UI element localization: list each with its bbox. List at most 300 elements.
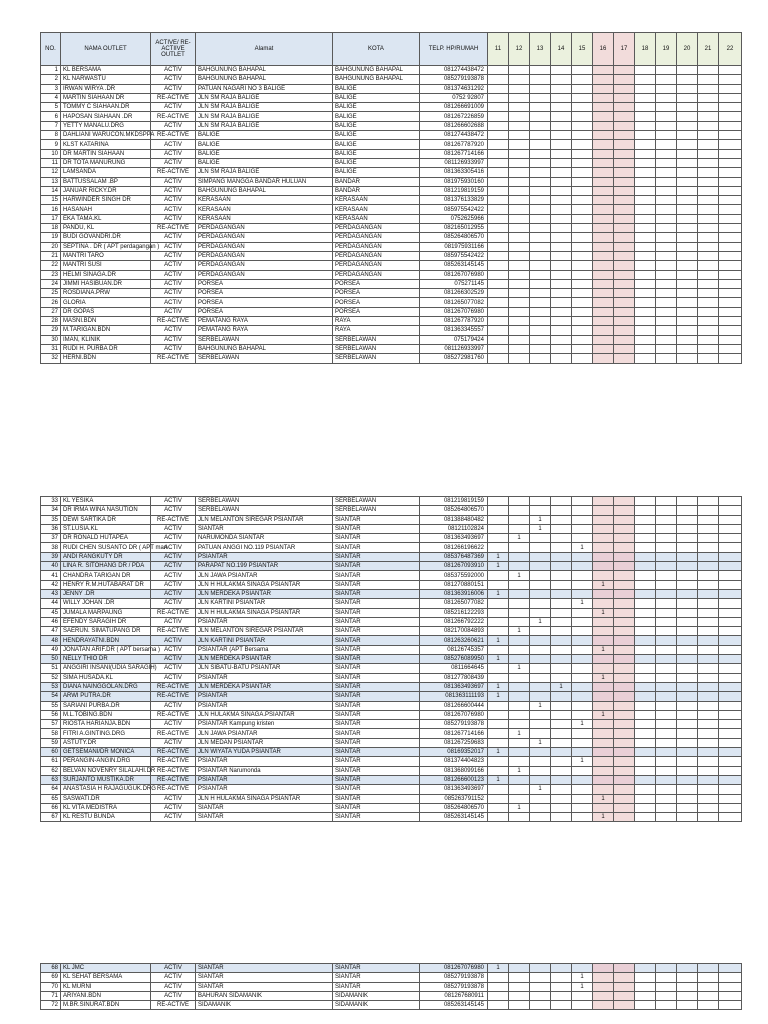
visit-cell-day-17[interactable] (614, 748, 635, 757)
visit-cell-day-16[interactable] (593, 121, 614, 130)
visit-cell-day-22[interactable] (719, 270, 742, 279)
visit-cell-day-15[interactable] (572, 168, 593, 177)
visit-cell-day-21[interactable] (698, 1001, 719, 1010)
visit-cell-day-20[interactable] (677, 748, 698, 757)
visit-cell-day-21[interactable] (698, 298, 719, 307)
visit-cell-day-20[interactable] (677, 335, 698, 344)
visit-cell-day-17[interactable] (614, 701, 635, 710)
visit-cell-day-17[interactable] (614, 599, 635, 608)
visit-cell-day-15[interactable] (572, 645, 593, 654)
visit-cell-day-13[interactable]: 1 (530, 617, 551, 626)
visit-cell-day-13[interactable] (530, 682, 551, 691)
visit-cell-day-17[interactable] (614, 515, 635, 524)
visit-cell-day-16[interactable]: 1 (593, 608, 614, 617)
visit-cell-day-19[interactable] (656, 75, 677, 84)
visit-cell-day-14[interactable] (551, 701, 572, 710)
visit-cell-day-13[interactable] (530, 66, 551, 75)
visit-cell-day-20[interactable] (677, 515, 698, 524)
visit-cell-day-19[interactable] (656, 251, 677, 260)
visit-cell-day-11[interactable] (488, 317, 509, 326)
visit-cell-day-21[interactable] (698, 261, 719, 270)
visit-cell-day-18[interactable] (635, 982, 656, 991)
visit-cell-day-16[interactable] (593, 326, 614, 335)
visit-cell-day-21[interactable] (698, 75, 719, 84)
visit-cell-day-12[interactable] (509, 617, 530, 626)
visit-cell-day-18[interactable] (635, 580, 656, 589)
visit-cell-day-18[interactable] (635, 964, 656, 973)
visit-cell-day-20[interactable] (677, 982, 698, 991)
visit-cell-day-20[interactable] (677, 720, 698, 729)
visit-cell-day-15[interactable] (572, 785, 593, 794)
visit-cell-day-19[interactable] (656, 242, 677, 251)
visit-cell-day-17[interactable] (614, 497, 635, 506)
visit-cell-day-11[interactable] (488, 543, 509, 552)
visit-cell-day-20[interactable] (677, 307, 698, 316)
visit-cell-day-18[interactable] (635, 813, 656, 822)
visit-cell-day-12[interactable] (509, 66, 530, 75)
visit-cell-day-15[interactable] (572, 66, 593, 75)
visit-cell-day-18[interactable] (635, 785, 656, 794)
visit-cell-day-20[interactable] (677, 757, 698, 766)
visit-cell-day-18[interactable] (635, 506, 656, 515)
visit-cell-day-14[interactable] (551, 196, 572, 205)
visit-cell-day-11[interactable] (488, 158, 509, 167)
visit-cell-day-18[interactable] (635, 298, 656, 307)
visit-cell-day-15[interactable] (572, 103, 593, 112)
visit-cell-day-13[interactable] (530, 964, 551, 973)
visit-cell-day-22[interactable] (719, 103, 742, 112)
visit-cell-day-17[interactable] (614, 196, 635, 205)
visit-cell-day-15[interactable] (572, 571, 593, 580)
visit-cell-day-21[interactable] (698, 534, 719, 543)
visit-cell-day-19[interactable] (656, 571, 677, 580)
visit-cell-day-20[interactable] (677, 701, 698, 710)
visit-cell-day-17[interactable] (614, 131, 635, 140)
visit-cell-day-14[interactable] (551, 775, 572, 784)
visit-cell-day-22[interactable] (719, 738, 742, 747)
visit-cell-day-18[interactable] (635, 794, 656, 803)
visit-cell-day-20[interactable] (677, 354, 698, 363)
visit-cell-day-13[interactable] (530, 982, 551, 991)
visit-cell-day-22[interactable] (719, 515, 742, 524)
visit-cell-day-16[interactable] (593, 515, 614, 524)
visit-cell-day-14[interactable] (551, 131, 572, 140)
visit-cell-day-22[interactable] (719, 580, 742, 589)
visit-cell-day-11[interactable] (488, 270, 509, 279)
visit-cell-day-17[interactable] (614, 803, 635, 812)
visit-cell-day-17[interactable] (614, 140, 635, 149)
visit-cell-day-19[interactable] (656, 794, 677, 803)
visit-cell-day-18[interactable] (635, 524, 656, 533)
visit-cell-day-11[interactable] (488, 66, 509, 75)
visit-cell-day-17[interactable] (614, 112, 635, 121)
visit-cell-day-16[interactable] (593, 354, 614, 363)
visit-cell-day-16[interactable] (593, 75, 614, 84)
visit-cell-day-21[interactable] (698, 738, 719, 747)
visit-cell-day-13[interactable] (530, 112, 551, 121)
visit-cell-day-16[interactable] (593, 599, 614, 608)
visit-cell-day-15[interactable] (572, 991, 593, 1000)
visit-cell-day-11[interactable] (488, 196, 509, 205)
visit-cell-day-15[interactable] (572, 279, 593, 288)
visit-cell-day-22[interactable] (719, 524, 742, 533)
visit-cell-day-14[interactable] (551, 738, 572, 747)
visit-cell-day-21[interactable] (698, 131, 719, 140)
visit-cell-day-13[interactable] (530, 534, 551, 543)
visit-cell-day-21[interactable] (698, 599, 719, 608)
visit-cell-day-13[interactable] (530, 75, 551, 84)
visit-cell-day-15[interactable] (572, 729, 593, 738)
visit-cell-day-14[interactable] (551, 1001, 572, 1010)
visit-cell-day-21[interactable] (698, 692, 719, 701)
visit-cell-day-22[interactable] (719, 991, 742, 1000)
visit-cell-day-20[interactable] (677, 534, 698, 543)
visit-cell-day-20[interactable] (677, 673, 698, 682)
visit-cell-day-18[interactable] (635, 617, 656, 626)
visit-cell-day-14[interactable] (551, 344, 572, 353)
visit-cell-day-21[interactable] (698, 710, 719, 719)
visit-cell-day-20[interactable] (677, 270, 698, 279)
visit-cell-day-22[interactable] (719, 627, 742, 636)
visit-cell-day-19[interactable] (656, 720, 677, 729)
visit-cell-day-15[interactable] (572, 506, 593, 515)
visit-cell-day-14[interactable] (551, 813, 572, 822)
visit-cell-day-20[interactable] (677, 158, 698, 167)
visit-cell-day-15[interactable] (572, 131, 593, 140)
visit-cell-day-13[interactable] (530, 991, 551, 1000)
visit-cell-day-17[interactable] (614, 738, 635, 747)
visit-cell-day-21[interactable] (698, 571, 719, 580)
visit-cell-day-13[interactable] (530, 813, 551, 822)
visit-cell-day-18[interactable] (635, 534, 656, 543)
visit-cell-day-17[interactable] (614, 655, 635, 664)
visit-cell-day-14[interactable] (551, 599, 572, 608)
visit-cell-day-17[interactable] (614, 524, 635, 533)
visit-cell-day-11[interactable] (488, 506, 509, 515)
visit-cell-day-16[interactable] (593, 738, 614, 747)
visit-cell-day-11[interactable] (488, 289, 509, 298)
visit-cell-day-18[interactable] (635, 214, 656, 223)
visit-cell-day-18[interactable] (635, 186, 656, 195)
visit-cell-day-18[interactable] (635, 710, 656, 719)
visit-cell-day-15[interactable] (572, 562, 593, 571)
visit-cell-day-21[interactable] (698, 140, 719, 149)
visit-cell-day-19[interactable] (656, 112, 677, 121)
visit-cell-day-18[interactable] (635, 757, 656, 766)
visit-cell-day-22[interactable] (719, 205, 742, 214)
visit-cell-day-22[interactable] (719, 121, 742, 130)
visit-cell-day-18[interactable] (635, 224, 656, 233)
visit-cell-day-13[interactable] (530, 140, 551, 149)
visit-cell-day-13[interactable] (530, 233, 551, 242)
visit-cell-day-16[interactable] (593, 233, 614, 242)
visit-cell-day-22[interactable] (719, 803, 742, 812)
visit-cell-day-17[interactable] (614, 785, 635, 794)
visit-cell-day-15[interactable] (572, 224, 593, 233)
visit-cell-day-13[interactable] (530, 720, 551, 729)
visit-cell-day-11[interactable] (488, 720, 509, 729)
visit-cell-day-20[interactable] (677, 1001, 698, 1010)
visit-cell-day-15[interactable]: 1 (572, 720, 593, 729)
visit-cell-day-15[interactable] (572, 214, 593, 223)
visit-cell-day-18[interactable] (635, 599, 656, 608)
visit-cell-day-20[interactable] (677, 973, 698, 982)
visit-cell-day-17[interactable] (614, 682, 635, 691)
visit-cell-day-13[interactable] (530, 1001, 551, 1010)
visit-cell-day-13[interactable] (530, 692, 551, 701)
visit-cell-day-18[interactable] (635, 270, 656, 279)
visit-cell-day-14[interactable] (551, 140, 572, 149)
visit-cell-day-19[interactable] (656, 515, 677, 524)
visit-cell-day-20[interactable] (677, 552, 698, 561)
visit-cell-day-20[interactable] (677, 140, 698, 149)
visit-cell-day-18[interactable] (635, 317, 656, 326)
visit-cell-day-19[interactable] (656, 186, 677, 195)
visit-cell-day-13[interactable] (530, 766, 551, 775)
visit-cell-day-15[interactable] (572, 964, 593, 973)
visit-cell-day-11[interactable] (488, 121, 509, 130)
visit-cell-day-12[interactable] (509, 186, 530, 195)
visit-cell-day-17[interactable] (614, 242, 635, 251)
visit-cell-day-20[interactable] (677, 794, 698, 803)
visit-cell-day-18[interactable] (635, 645, 656, 654)
visit-cell-day-14[interactable] (551, 66, 572, 75)
visit-cell-day-13[interactable] (530, 803, 551, 812)
visit-cell-day-21[interactable] (698, 497, 719, 506)
visit-cell-day-20[interactable] (677, 196, 698, 205)
visit-cell-day-22[interactable] (719, 794, 742, 803)
visit-cell-day-13[interactable] (530, 335, 551, 344)
visit-cell-day-20[interactable] (677, 692, 698, 701)
visit-cell-day-16[interactable] (593, 158, 614, 167)
visit-cell-day-16[interactable] (593, 131, 614, 140)
visit-cell-day-22[interactable] (719, 279, 742, 288)
visit-cell-day-17[interactable] (614, 645, 635, 654)
visit-cell-day-20[interactable] (677, 608, 698, 617)
visit-cell-day-12[interactable]: 1 (509, 627, 530, 636)
visit-cell-day-17[interactable] (614, 279, 635, 288)
visit-cell-day-16[interactable] (593, 524, 614, 533)
visit-cell-day-21[interactable] (698, 326, 719, 335)
visit-cell-day-21[interactable] (698, 307, 719, 316)
visit-cell-day-14[interactable] (551, 506, 572, 515)
visit-cell-day-20[interactable] (677, 205, 698, 214)
visit-cell-day-14[interactable] (551, 186, 572, 195)
visit-cell-day-17[interactable] (614, 973, 635, 982)
visit-cell-day-19[interactable] (656, 636, 677, 645)
visit-cell-day-18[interactable] (635, 289, 656, 298)
visit-cell-day-22[interactable] (719, 497, 742, 506)
visit-cell-day-19[interactable] (656, 692, 677, 701)
visit-cell-day-11[interactable] (488, 1001, 509, 1010)
visit-cell-day-21[interactable] (698, 673, 719, 682)
visit-cell-day-19[interactable] (656, 103, 677, 112)
visit-cell-day-11[interactable]: 1 (488, 775, 509, 784)
visit-cell-day-13[interactable] (530, 298, 551, 307)
visit-cell-day-16[interactable] (593, 766, 614, 775)
visit-cell-day-19[interactable] (656, 580, 677, 589)
visit-cell-day-16[interactable] (593, 617, 614, 626)
visit-cell-day-22[interactable] (719, 766, 742, 775)
visit-cell-day-21[interactable] (698, 729, 719, 738)
visit-cell-day-14[interactable] (551, 766, 572, 775)
visit-cell-day-11[interactable] (488, 515, 509, 524)
visit-cell-day-15[interactable] (572, 344, 593, 353)
visit-cell-day-13[interactable]: 1 (530, 515, 551, 524)
visit-cell-day-22[interactable] (719, 982, 742, 991)
visit-cell-day-11[interactable]: 1 (488, 692, 509, 701)
visit-cell-day-18[interactable] (635, 562, 656, 571)
visit-cell-day-16[interactable] (593, 589, 614, 598)
visit-cell-day-14[interactable] (551, 664, 572, 673)
visit-cell-day-17[interactable] (614, 344, 635, 353)
visit-cell-day-16[interactable] (593, 289, 614, 298)
visit-cell-day-11[interactable] (488, 205, 509, 214)
visit-cell-day-20[interactable] (677, 682, 698, 691)
visit-cell-day-15[interactable] (572, 205, 593, 214)
visit-cell-day-16[interactable] (593, 682, 614, 691)
visit-cell-day-21[interactable] (698, 794, 719, 803)
visit-cell-day-22[interactable] (719, 224, 742, 233)
visit-cell-day-12[interactable]: 1 (509, 571, 530, 580)
visit-cell-day-11[interactable] (488, 701, 509, 710)
visit-cell-day-12[interactable] (509, 121, 530, 130)
visit-cell-day-11[interactable] (488, 84, 509, 93)
visit-cell-day-21[interactable] (698, 344, 719, 353)
visit-cell-day-17[interactable] (614, 991, 635, 1000)
visit-cell-day-11[interactable] (488, 75, 509, 84)
visit-cell-day-17[interactable] (614, 354, 635, 363)
visit-cell-day-14[interactable] (551, 543, 572, 552)
visit-cell-day-12[interactable] (509, 1001, 530, 1010)
visit-cell-day-11[interactable] (488, 580, 509, 589)
visit-cell-day-14[interactable] (551, 168, 572, 177)
visit-cell-day-18[interactable] (635, 673, 656, 682)
visit-cell-day-12[interactable] (509, 279, 530, 288)
visit-cell-day-14[interactable] (551, 298, 572, 307)
visit-cell-day-22[interactable] (719, 75, 742, 84)
visit-cell-day-13[interactable] (530, 571, 551, 580)
visit-cell-day-14[interactable] (551, 317, 572, 326)
visit-cell-day-18[interactable] (635, 149, 656, 158)
visit-cell-day-20[interactable] (677, 66, 698, 75)
visit-cell-day-16[interactable] (593, 335, 614, 344)
visit-cell-day-13[interactable] (530, 775, 551, 784)
visit-cell-day-17[interactable] (614, 168, 635, 177)
visit-cell-day-18[interactable] (635, 66, 656, 75)
visit-cell-day-12[interactable] (509, 251, 530, 260)
visit-cell-day-19[interactable] (656, 326, 677, 335)
visit-cell-day-22[interactable] (719, 168, 742, 177)
visit-cell-day-17[interactable] (614, 673, 635, 682)
visit-cell-day-19[interactable] (656, 599, 677, 608)
visit-cell-day-15[interactable] (572, 307, 593, 316)
visit-cell-day-12[interactable] (509, 682, 530, 691)
visit-cell-day-12[interactable] (509, 580, 530, 589)
visit-cell-day-16[interactable] (593, 543, 614, 552)
visit-cell-day-19[interactable] (656, 93, 677, 102)
visit-cell-day-17[interactable] (614, 149, 635, 158)
visit-cell-day-20[interactable] (677, 617, 698, 626)
visit-cell-day-11[interactable] (488, 354, 509, 363)
visit-cell-day-11[interactable] (488, 617, 509, 626)
visit-cell-day-19[interactable] (656, 645, 677, 654)
visit-cell-day-14[interactable] (551, 580, 572, 589)
visit-cell-day-15[interactable] (572, 636, 593, 645)
visit-cell-day-16[interactable] (593, 66, 614, 75)
visit-cell-day-13[interactable] (530, 242, 551, 251)
visit-cell-day-18[interactable] (635, 121, 656, 130)
visit-cell-day-17[interactable] (614, 224, 635, 233)
visit-cell-day-18[interactable] (635, 131, 656, 140)
visit-cell-day-20[interactable] (677, 645, 698, 654)
visit-cell-day-21[interactable] (698, 766, 719, 775)
visit-cell-day-16[interactable] (593, 552, 614, 561)
visit-cell-day-22[interactable] (719, 298, 742, 307)
visit-cell-day-18[interactable] (635, 701, 656, 710)
visit-cell-day-12[interactable]: 1 (509, 534, 530, 543)
visit-cell-day-21[interactable] (698, 973, 719, 982)
visit-cell-day-16[interactable] (593, 506, 614, 515)
visit-cell-day-11[interactable] (488, 991, 509, 1000)
visit-cell-day-12[interactable] (509, 785, 530, 794)
visit-cell-day-21[interactable] (698, 112, 719, 121)
visit-cell-day-19[interactable] (656, 757, 677, 766)
visit-cell-day-12[interactable] (509, 562, 530, 571)
visit-cell-day-17[interactable] (614, 289, 635, 298)
visit-cell-day-13[interactable] (530, 729, 551, 738)
visit-cell-day-21[interactable] (698, 803, 719, 812)
visit-cell-day-15[interactable] (572, 196, 593, 205)
visit-cell-day-15[interactable] (572, 251, 593, 260)
visit-cell-day-21[interactable] (698, 757, 719, 766)
visit-cell-day-22[interactable] (719, 506, 742, 515)
visit-cell-day-18[interactable] (635, 205, 656, 214)
visit-cell-day-18[interactable] (635, 497, 656, 506)
visit-cell-day-13[interactable] (530, 543, 551, 552)
visit-cell-day-12[interactable] (509, 524, 530, 533)
visit-cell-day-21[interactable] (698, 242, 719, 251)
visit-cell-day-11[interactable] (488, 766, 509, 775)
visit-cell-day-11[interactable] (488, 140, 509, 149)
visit-cell-day-16[interactable]: 1 (593, 673, 614, 682)
visit-cell-day-11[interactable] (488, 813, 509, 822)
visit-cell-day-15[interactable] (572, 673, 593, 682)
visit-cell-day-11[interactable] (488, 233, 509, 242)
visit-cell-day-16[interactable] (593, 729, 614, 738)
visit-cell-day-21[interactable] (698, 233, 719, 242)
visit-cell-day-22[interactable] (719, 149, 742, 158)
visit-cell-day-16[interactable] (593, 103, 614, 112)
visit-cell-day-18[interactable] (635, 655, 656, 664)
visit-cell-day-19[interactable] (656, 121, 677, 130)
visit-cell-day-19[interactable] (656, 543, 677, 552)
visit-cell-day-22[interactable] (719, 186, 742, 195)
visit-cell-day-21[interactable] (698, 196, 719, 205)
visit-cell-day-12[interactable] (509, 177, 530, 186)
visit-cell-day-11[interactable] (488, 757, 509, 766)
visit-cell-day-15[interactable]: 1 (572, 599, 593, 608)
visit-cell-day-12[interactable] (509, 720, 530, 729)
visit-cell-day-11[interactable] (488, 112, 509, 121)
visit-cell-day-16[interactable] (593, 140, 614, 149)
visit-cell-day-18[interactable] (635, 515, 656, 524)
visit-cell-day-15[interactable] (572, 233, 593, 242)
visit-cell-day-17[interactable] (614, 627, 635, 636)
visit-cell-day-18[interactable] (635, 177, 656, 186)
visit-cell-day-13[interactable] (530, 589, 551, 598)
visit-cell-day-12[interactable] (509, 497, 530, 506)
